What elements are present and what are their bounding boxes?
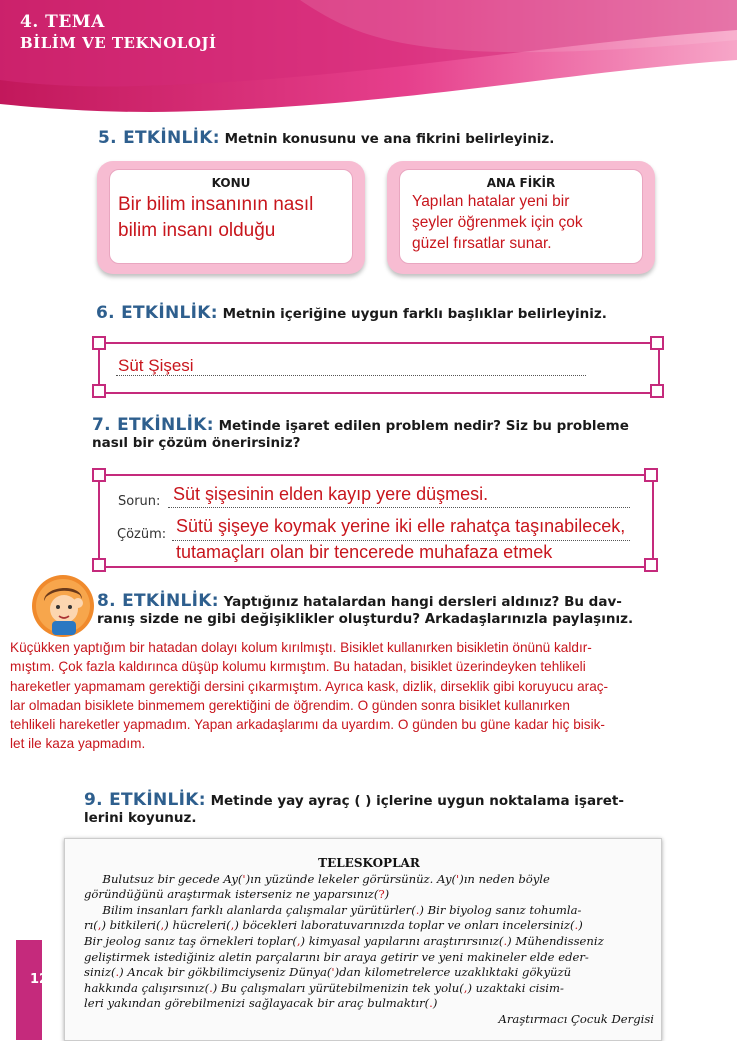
activity8-number: 8. ETKİNLİK:	[97, 591, 219, 611]
anafikir-box	[387, 161, 655, 274]
anafikir-label: ANA FİKİR	[486, 176, 556, 190]
konu-label: KONU	[211, 176, 251, 190]
sorun-label: Sorun:	[118, 494, 161, 509]
teleskoplar-text	[84, 856, 654, 1028]
anafikir-inner	[399, 169, 643, 264]
frame-corner	[650, 336, 664, 350]
banner-graphic	[0, 0, 737, 120]
cozum-answer-2: tutamaçları olan bir tencerede muhafaza etmek	[176, 542, 553, 562]
activity5-prompt: Metnin konusunu ve ana fikrini belirleyiniz.	[224, 131, 555, 147]
activity7-prompt-1: Metinde işaret edilen problem nedir? Siz bu probleme	[218, 418, 629, 434]
activity9-prompt-2: lerini koyunuz.	[84, 810, 197, 826]
answer-line	[172, 540, 630, 541]
answer-line: tehlikeli hareketler yapmadım. Yapan arkadaşlarımı da uyardım. O günden bu güne kadar hiç bisik-	[10, 717, 605, 733]
frame-corner	[92, 558, 106, 572]
answer-line: Küçükken yaptığım bir hatadan dolayı kolum kırılmıştı. Bisiklet kullanırken bisikletin önünü kaldır-	[10, 640, 592, 655]
answer-line: lar olmadan bisiklete binmemem gerektiğini de öğrendim. O günden sonra bisiklet kullanırken	[10, 697, 570, 713]
konu-answer	[118, 192, 313, 244]
activity6-answer: Süt Şişesi	[118, 356, 194, 375]
activity8-prompt-2: ranış sizde ne gibi değişiklikler oluşturdu? Arkadaşlarınızla paylaşınız.	[97, 611, 634, 627]
text-source: Araştırmacı Çocuk Dergisi	[498, 1011, 654, 1026]
activity6-prompt: Metnin içeriğine uygun farklı başlıklar belirleyiniz.	[222, 306, 607, 322]
frame-corner	[650, 384, 664, 398]
activity9-prompt-1: Metinde yay ayraç ( ) içlerine uygun noktalama işaret-	[210, 793, 624, 809]
answer-line: let ile kaza yapmadım.	[10, 736, 146, 752]
answer-line: hareketler yapmamam gerektiği dersini çıkarmıştım. Ayrıca kask, dizlik, dirseklik gibi koruyucu araç-	[10, 678, 609, 694]
activity7-number: 7. ETKİNLİK:	[92, 415, 214, 435]
sorun-answer: Süt şişesinin elden kayıp yere düşmesi.	[173, 484, 489, 504]
anafikir-answer	[412, 191, 583, 254]
anafikir-line: Yapılan hatalar yeni bir	[412, 193, 570, 210]
theme-name: BİLİM VE TEKNOLOJİ	[20, 34, 217, 52]
frame-corner	[92, 336, 106, 350]
frame-corner	[92, 468, 106, 482]
activity9-number: 9. ETKİNLİK:	[84, 790, 206, 810]
cozum-answer-1: Sütü şişeye koymak yerine iki elle rahatça taşınabilecek,	[176, 516, 626, 536]
text-line: geliştirmek istediğiniz aletin parçalarını bir araya getirir ve yeni makineler elde eder-	[84, 949, 589, 964]
text-line: leri yakından görebilmenizi sağlayacak bir araç bulmaktır(.)	[84, 996, 438, 1011]
activity7-prompt-2: nasıl bir çözüm önerirsiniz?	[92, 435, 301, 451]
text-line: rı(,) bitkileri(,) hücreleri(,) böcekleri laboratuvarınızda toplar ve onları incelersiniz(.)	[84, 918, 583, 933]
answer-line: mıştım. Çok fazla kaldırınca düşüp kolumu kırmıştım. Bu hatadan, bisiklet üzerindeyken tehlikeli	[10, 659, 586, 675]
theme-number: 4. TEMA	[20, 12, 105, 32]
konu-box	[97, 161, 365, 274]
cozum-label: Çözüm:	[117, 527, 167, 542]
text-title: TELESKOPLAR	[318, 856, 420, 870]
answer-line	[168, 507, 630, 508]
text-line: hakkında çalışırsınız(.) Bu çalışmaları yürütebilmenizin tek yolu(,) uzaktaki cisim-	[84, 980, 564, 995]
activity7-title	[92, 417, 629, 452]
header-banner	[0, 0, 737, 120]
anafikir-line: şeyler öğrenmek için çok	[412, 214, 583, 231]
text-line: Bir jeolog sanız taş örnekleri toplar(,) kimyasal yapılarını araştırırsınız(.) Mühendisseniz	[84, 933, 604, 948]
activity9-title	[84, 792, 624, 827]
activity8-prompt-1: Yaptığınız hatalardan hangi dersleri aldınız? Bu dav-	[223, 594, 622, 610]
activity6-number: 6. ETKİNLİK:	[96, 303, 218, 323]
konu-line: bilim insanı olduğu	[118, 220, 276, 241]
frame-corner	[644, 468, 658, 482]
activity8-answer	[10, 638, 700, 754]
frame-corner	[644, 558, 658, 572]
activity5-number: 5. ETKİNLİK:	[98, 128, 220, 148]
page-tab	[16, 940, 49, 1040]
frame-corner	[92, 384, 106, 398]
text-line: siniz(.) Ancak bir gökbilimciyseniz Dünya(')dan kilometrelerce uzaklıktaki gökyüzü	[84, 965, 572, 980]
text-line: göründüğünü araştırmak isterseniz ne yaparsınız(?)	[84, 887, 390, 902]
activity6-title	[96, 305, 607, 323]
activity8-title	[97, 593, 633, 628]
text-line: Bulutsuz bir gecede Ay(')ın yüzünde lekeler görürsünüz. Ay(')ın neden böyle	[84, 871, 550, 886]
page-number: 12	[30, 972, 49, 987]
konu-inner	[109, 169, 353, 264]
student-avatar	[30, 573, 96, 639]
anafikir-line: güzel fırsatlar sunar.	[412, 235, 552, 252]
text-line: Bilim insanları farklı alanlarda çalışmalar yürütürler(.) Bir biyolog sanız tohumla-	[84, 902, 582, 917]
activity5-title	[98, 130, 554, 148]
konu-line: Bir bilim insanının nasıl	[118, 194, 314, 215]
